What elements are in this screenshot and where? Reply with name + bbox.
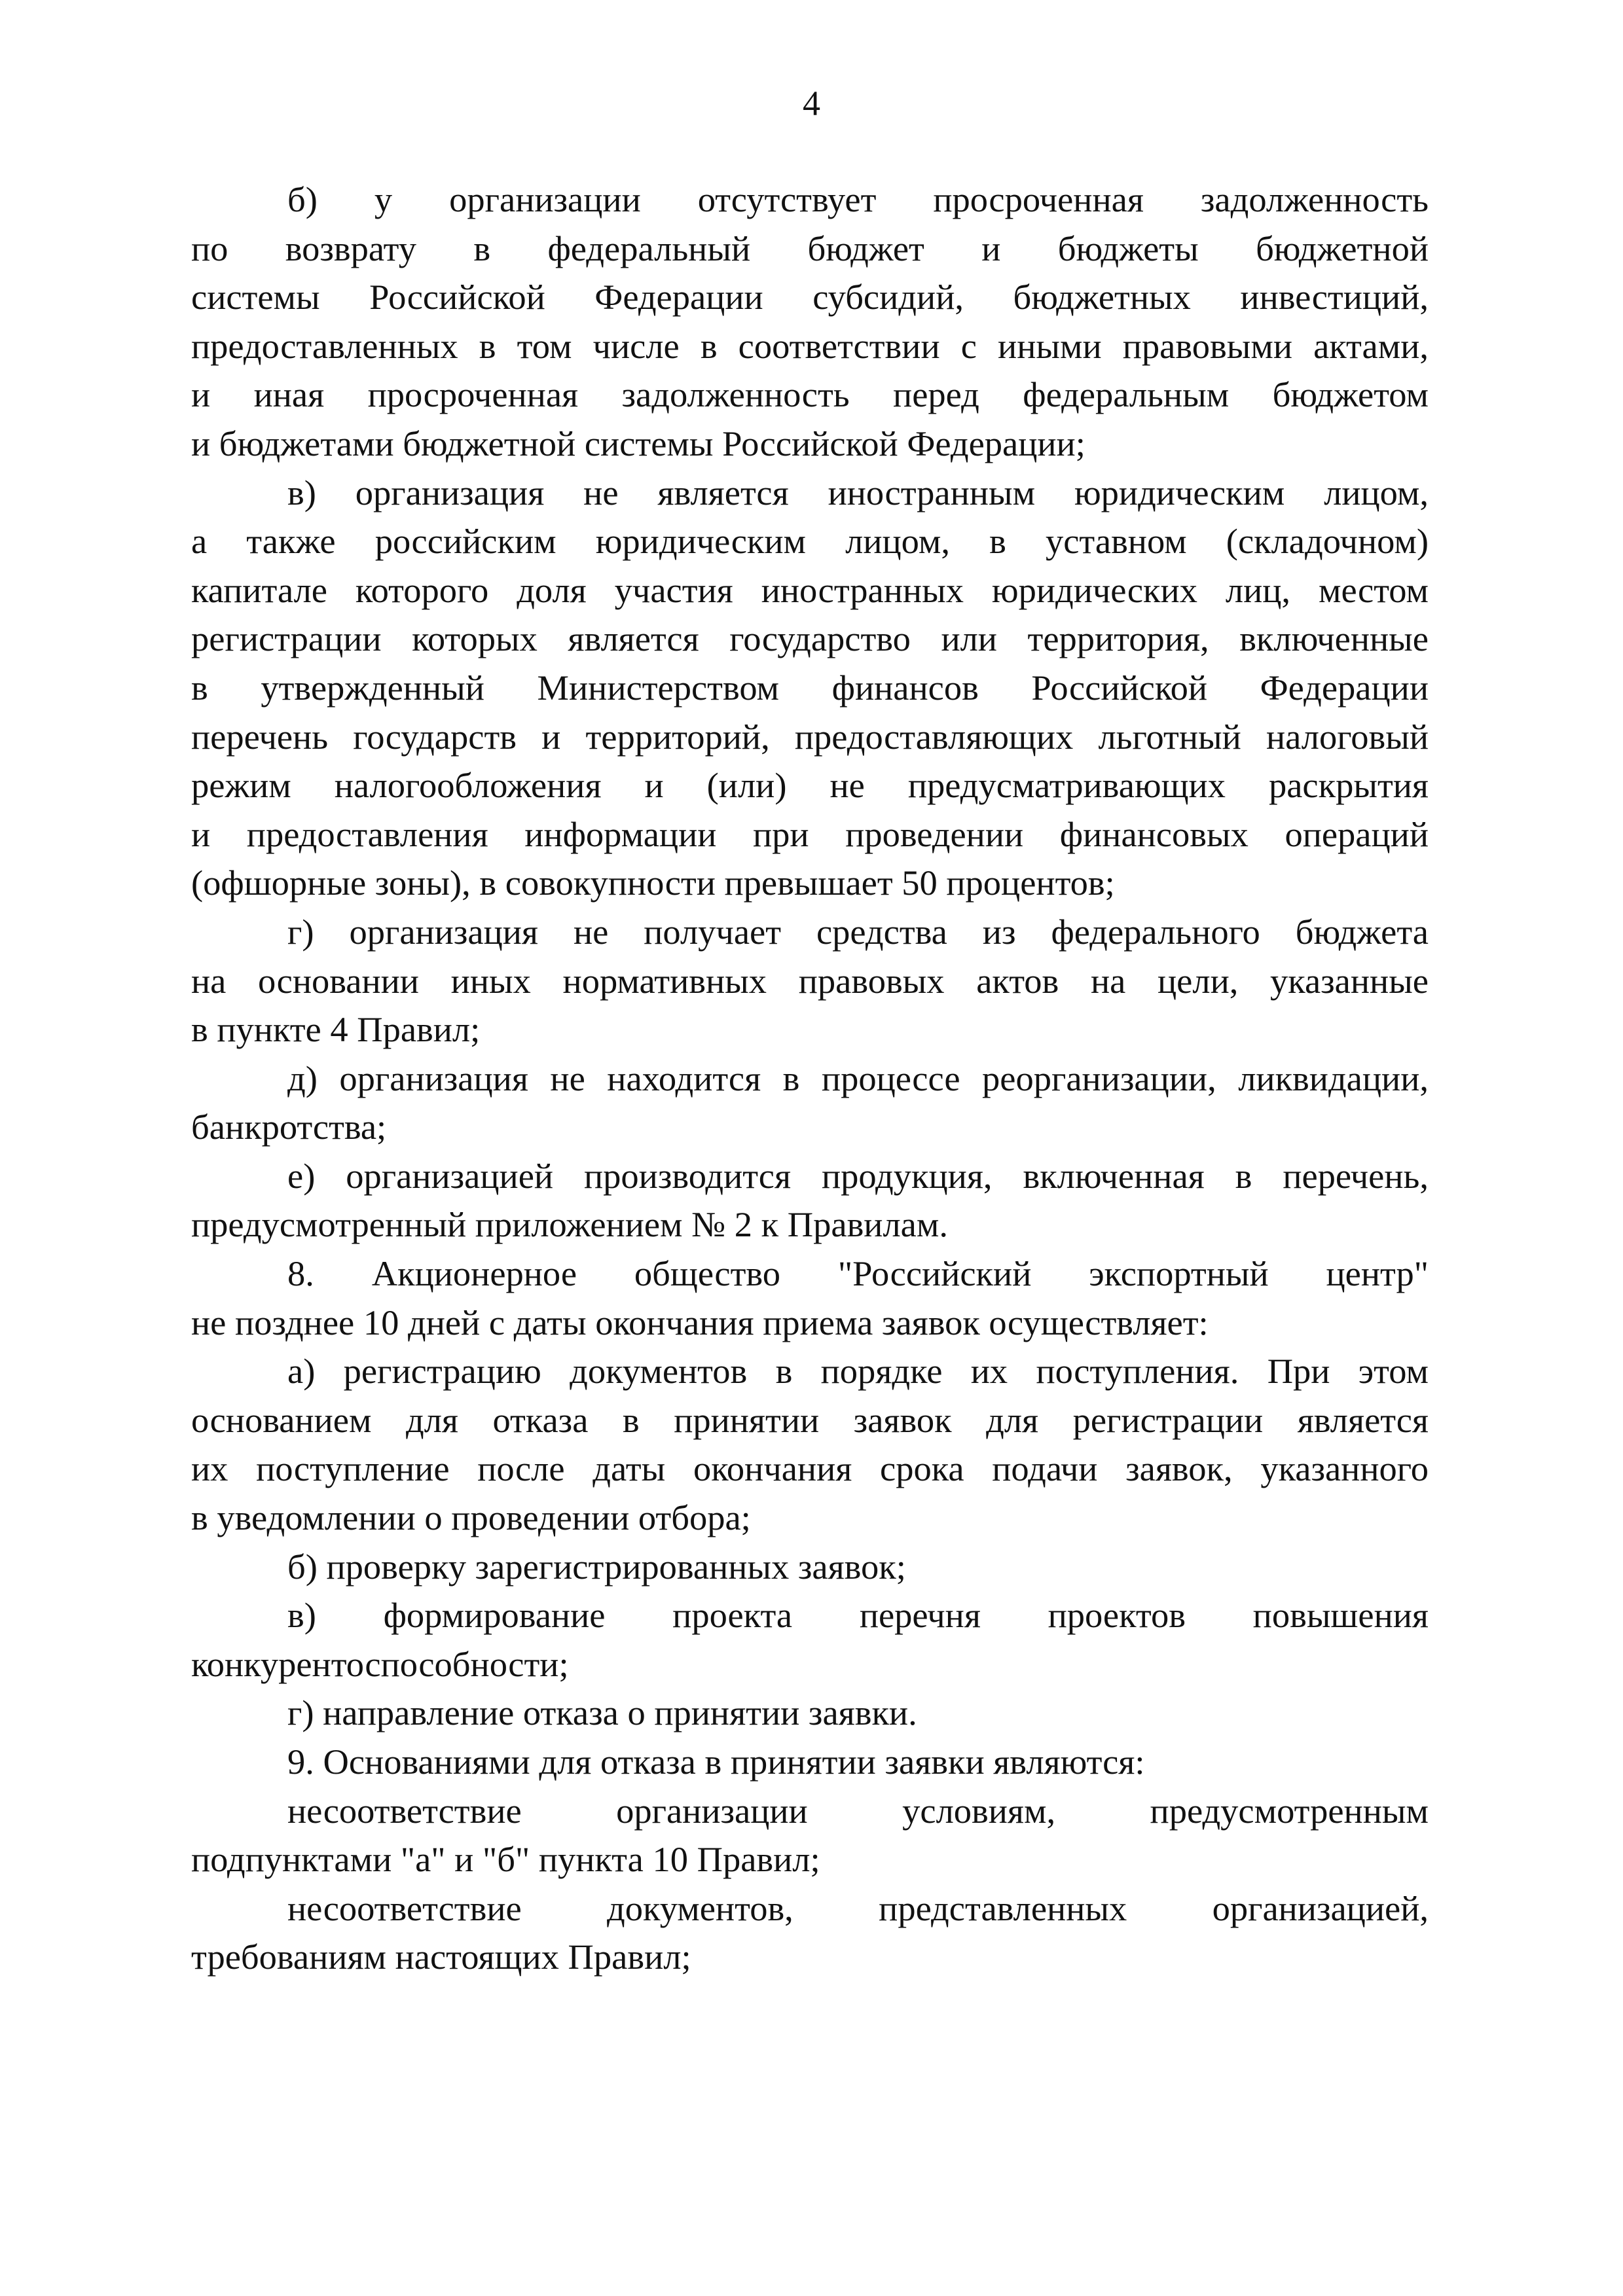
text-line: и иная просроченная задолженность перед федеральным бюджетом (191, 374, 1429, 415)
text-line: 8. Акционерное общество "Российский экспортный центр" (287, 1253, 1429, 1294)
text-line: а) регистрацию документов в порядке их поступления. При этом (287, 1351, 1429, 1391)
text-line: конкурентоспособности; (191, 1643, 569, 1684)
text-line: предусмотренный приложением № 2 к Правилам. (191, 1204, 948, 1245)
text-line: несоответствие организации условиям, предусмотренным (287, 1790, 1429, 1831)
text-line: банкротства; (191, 1107, 387, 1147)
text-line: (офшорные зоны), в совокупности превышает 50 процентов; (191, 863, 1115, 903)
text-line: в уведомлении о проведении отбора; (191, 1498, 751, 1538)
page-number: 4 (803, 84, 820, 123)
text-line: в пункте 4 Правил; (191, 1009, 481, 1050)
text-line: режим налогообложения и (или) не предусматривающих раскрытия (191, 765, 1429, 806)
text-line: и предоставления информации при проведении финансовых операций (191, 814, 1429, 854)
text-line: регистрации которых является государство или территория, включенные (191, 619, 1429, 659)
text-line: в) организация не является иностранным юридическим лицом, (287, 472, 1429, 512)
text-line: системы Российской Федерации субсидий, бюджетных инвестиций, (191, 277, 1429, 317)
text-line: капитале которого доля участия иностранных юридических лиц, местом (191, 569, 1429, 610)
text-line: и бюджетами бюджетной системы Российской Федерации; (191, 423, 1085, 463)
text-line: г) направление отказа о принятии заявки. (287, 1693, 917, 1733)
text-line: 9. Основаниями для отказа в принятии заявки являются: (287, 1742, 1145, 1782)
text-line: по возврату в федеральный бюджет и бюджеты бюджетной (191, 228, 1429, 268)
text-line: е) организацией производится продукция, включенная в перечень, (287, 1155, 1429, 1196)
text-line: не позднее 10 дней с даты окончания приема заявок осуществляет: (191, 1302, 1209, 1342)
text-line: подпунктами "а" и "б" пункта 10 Правил; (191, 1839, 820, 1880)
paragraph (191, 1689, 1429, 1738)
text-line: несоответствие документов, представленных организацией, (287, 1888, 1429, 1928)
text-line: основанием для отказа в принятии заявок для регистрации является (191, 1399, 1429, 1440)
text-line: перечень государств и территорий, предоставляющих льготный налоговый (191, 716, 1429, 757)
text-line: их поступление после даты окончания срока подачи заявок, указанного (191, 1448, 1429, 1489)
paragraph (191, 1249, 1429, 1347)
paragraph (191, 1787, 1429, 1884)
text-line: а также российским юридическим лицом, в уставном (складочном) (191, 521, 1429, 562)
text-line: б) у организации отсутствует просроченная задолженность (287, 179, 1429, 219)
paragraph (191, 908, 1429, 1054)
paragraph (191, 1152, 1429, 1249)
text-line: в) формирование проекта перечня проектов повышения (287, 1595, 1429, 1636)
text-line: д) организация не находится в процессе реорганизации, ликвидации, (287, 1058, 1429, 1098)
paragraph (191, 1054, 1429, 1152)
paragraph (191, 1543, 1429, 1592)
document-body (191, 175, 1429, 1982)
text-line: в утвержденный Министерством финансов Российской Федерации (191, 667, 1429, 708)
text-line: на основании иных нормативных правовых актов на цели, указанные (191, 960, 1429, 1001)
paragraph (191, 175, 1429, 469)
paragraph (191, 469, 1429, 908)
paragraph (191, 1738, 1429, 1787)
text-line: г) организация не получает средства из федерального бюджета (287, 911, 1429, 952)
text-line: предоставленных в том числе в соответствии с иными правовыми актами, (191, 325, 1429, 366)
text-line: требованиям настоящих Правил; (191, 1937, 691, 1977)
paragraph (191, 1884, 1429, 1982)
paragraph (191, 1591, 1429, 1689)
paragraph (191, 1347, 1429, 1542)
text-line: б) проверку зарегистрированных заявок; (287, 1546, 906, 1587)
